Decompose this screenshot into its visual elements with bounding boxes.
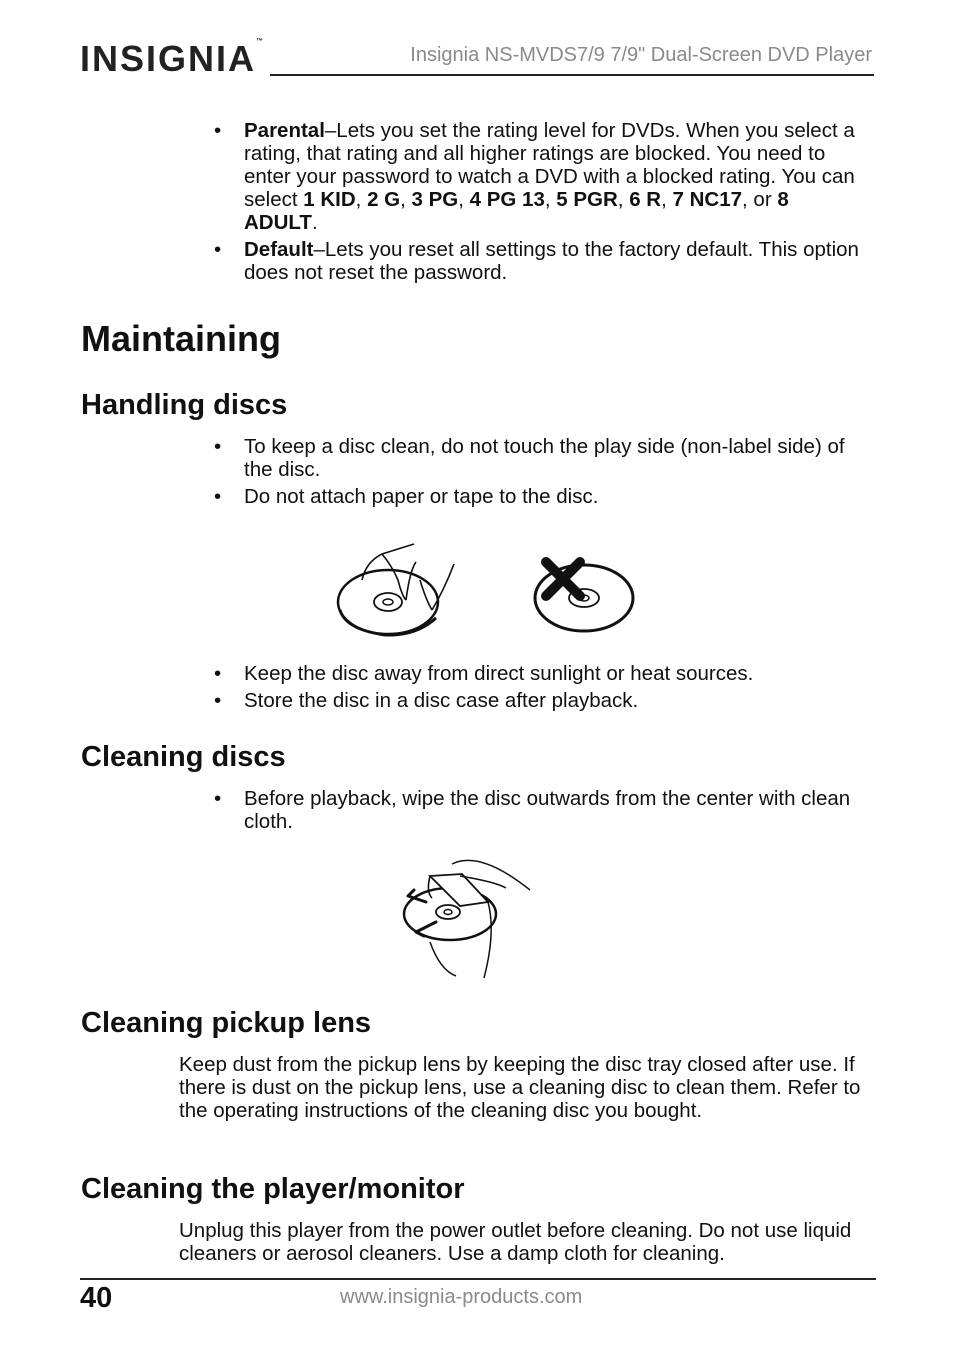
bullet-text: –Lets you set the rating level for DVDs. When you select a rating, that rating and all higher ratings are blocked. You need to enter your password to watch a DVD with a blocked rating. You can select [244, 119, 855, 211]
bullet-text: –Lets you reset all settings to the factory default. This option does not reset the password. [244, 238, 859, 284]
handling-bullet-list [214, 435, 864, 512]
cleaning-player-monitor-heading: Cleaning the player/monitor [81, 1173, 465, 1205]
header-title: Insignia NS-MVDS7/9 7/9" Dual-Screen DVD Player [410, 44, 872, 66]
hand-holding-disc-icon [336, 540, 460, 640]
rating-value: 7 NC17 [672, 188, 743, 211]
list-item: • Keep the disc away from direct sunlight or heat sources. [214, 662, 864, 685]
list-item: • Before playback, wipe the disc outwards from the center with clean cloth. [214, 787, 864, 833]
footer-rule [80, 1278, 876, 1280]
wiping-disc-icon [400, 852, 532, 980]
rating-value: 3 PG [411, 188, 459, 211]
footer-url: www.insignia-products.com [340, 1286, 583, 1308]
bullet-term: Default [244, 238, 314, 261]
logo-text: INSIGNIA [80, 38, 257, 79]
crossed-out-disc-icon [532, 556, 636, 634]
page-number: 40 [80, 1282, 113, 1314]
header-rule [270, 74, 874, 76]
handling-bullet-list-2 [214, 662, 864, 716]
cleaning-pickup-lens-heading: Cleaning pickup lens [81, 1007, 372, 1039]
handling-discs-heading: Handling discs [81, 389, 288, 421]
rating-value: 5 PGR [556, 188, 618, 211]
list-item [214, 238, 864, 284]
bullet-term: Parental [244, 119, 325, 142]
rating-value: 4 PG 13 [469, 188, 545, 211]
list-item: • Do not attach paper or tape to the disc. [214, 485, 864, 508]
list-item: • To keep a disc clean, do not touch the play side (non-label side) of the disc. [214, 435, 864, 481]
rating-value: 8 ADULT [244, 188, 789, 234]
list-item: • Store the disc in a disc case after playback. [214, 689, 864, 712]
rating-value: 6 R [629, 188, 662, 211]
rating-value: 1 KID [303, 188, 356, 211]
brand-logo [80, 38, 263, 80]
list-item: • Parental–Lets you set the rating level for DVDs. When you select a rating, that rating and all higher ratings are blocked. You need to enter your password to watch a DVD with a blocked rating. You can select 1 KID, 2 G, 3 PG, 4 PG 13, 5 PGR, 6 R, 7 NC17, or 8 ADULT. [214, 119, 864, 234]
rating-value: 2 G [367, 188, 401, 211]
logo-trademark: ™ [256, 38, 264, 45]
cleaning-discs-heading: Cleaning discs [81, 741, 286, 773]
section-title: Maintaining [81, 318, 281, 359]
settings-bullet-list [214, 119, 864, 288]
pickup-lens-paragraph: Keep dust from the pickup lens by keeping the disc tray closed after use. If there is dust on the pickup lens, use a cleaning disc to clean them. Refer to the operating instructions of the cleaning disc you bought. [179, 1053, 861, 1122]
cleaning-discs-bullet-list [214, 787, 864, 837]
player-monitor-paragraph: Unplug this player from the power outlet before cleaning. Do not use liquid cleaners or aerosol cleaners. Use a damp cloth for cleaning. [179, 1219, 852, 1265]
